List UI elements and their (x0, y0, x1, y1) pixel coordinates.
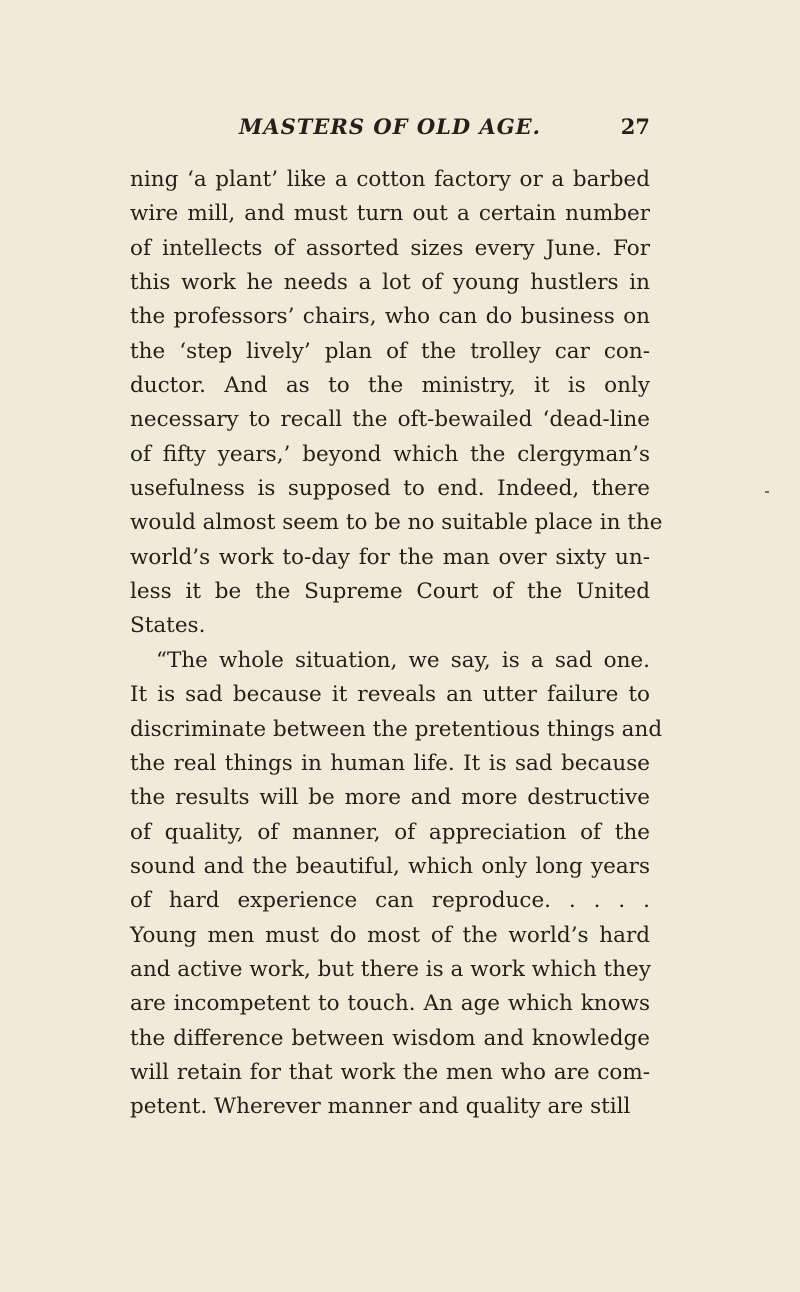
text-line: petent. Wherever manner and quality are still (130, 1094, 631, 1120)
margin-mark (765, 491, 769, 493)
text-line: of fifty years,’ beyond which the clergyman’s (130, 441, 650, 467)
text-line: are incompetent to touch. An age which knows (130, 991, 650, 1017)
body-text (130, 163, 663, 1125)
text-line: of hard experience can reproduce. . . . . (130, 888, 650, 914)
text-line: will retain for that work the men who are com- (130, 1059, 650, 1085)
text-line: of intellects of assorted sizes every June. For (130, 235, 650, 261)
text-line: discriminate between the pretentious things and (130, 716, 663, 742)
text-line: necessary to recall the oft-bewailed ‘dead-line (130, 407, 650, 433)
text-line: this work he needs a lot of young hustlers in (130, 270, 650, 296)
text-line: “The whole situation, we say, is a sad one. (156, 647, 650, 673)
text-line: the results will be more and more destructive (130, 785, 650, 811)
text-line: the difference between wisdom and knowledge (130, 1025, 650, 1051)
text-line: the ‘step lively’ plan of the trolley car con- (130, 338, 650, 364)
running-head (130, 114, 650, 144)
text-line: world’s work to-day for the man over sixty un- (130, 544, 650, 570)
text-line: the professors’ chairs, who can do business on (130, 304, 650, 330)
page-number: 27 (620, 114, 650, 139)
text-line: the real things in human life. It is sad because (130, 750, 650, 776)
text-line: usefulness is supposed to end. Indeed, there (130, 476, 650, 502)
text-line: and active work, but there is a work which they (130, 956, 651, 982)
text-line: Young men must do most of the world’s hard (130, 922, 650, 948)
text-line: wire mill, and must turn out a certain number (130, 201, 650, 227)
running-title: MASTERS OF OLD AGE. (239, 114, 541, 139)
text-line: It is sad because it reveals an utter failure to (130, 682, 650, 708)
text-line: ductor. And as to the ministry, it is only (130, 373, 650, 399)
text-line: States. (130, 613, 206, 639)
text-line: sound and the beautiful, which only long years (130, 853, 650, 879)
text-line: of quality, of manner, of appreciation of the (130, 819, 650, 845)
text-line: ning ‘a plant’ like a cotton factory or a barbed (130, 167, 650, 192)
text-line: less it be the Supreme Court of the United (130, 579, 650, 605)
text-line: would almost seem to be no suitable place in the (130, 510, 663, 536)
